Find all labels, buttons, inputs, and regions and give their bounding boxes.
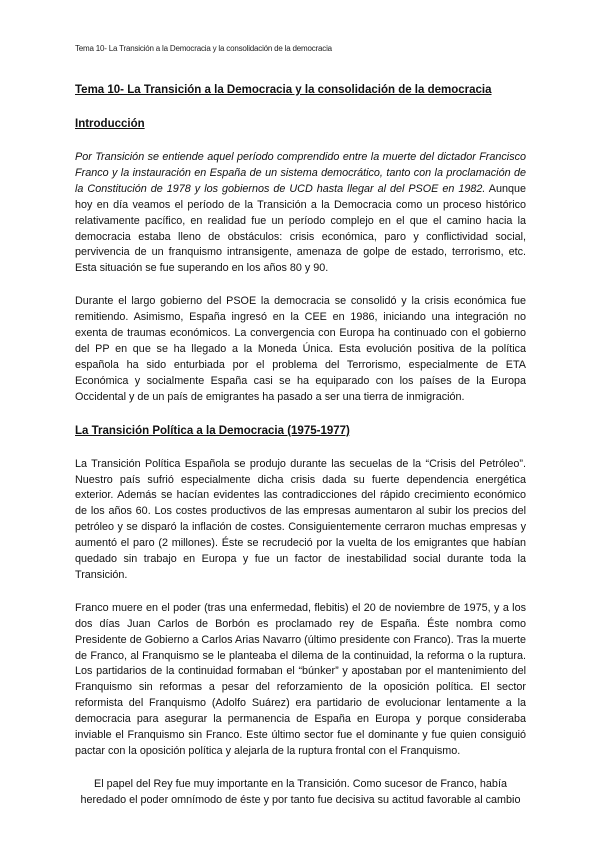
running-header: Tema 10- La Transición a la Democracia y la consolidación de la democracia	[75, 44, 332, 53]
intro-paragraph-2: Durante el largo gobierno del PSOE la democracia se consolidó y la crisis económica fue remitiendo. Asimismo, España ingresó en la CEE en 1986, iniciando una integración no exenta de traumas económicos. La convergencia con Europa ha continuado con el gobierno del PP en que se ha llegado a la Moneda Única. Esta evolución positiva de la política española ha sido enturbiada por el problema del Terrorismo, especialmente de ETA Económica y socialmente España casi se ha equiparado con los países de la Europa Occidental y de un país de emigrantes ha pasado a ser una tierra de inmigración.	[75, 295, 526, 403]
intro-paragraph-1-rest: Aunque hoy en día veamos el período de la Transición a la Democracia como un proceso histórico relativamente pacífico, en realidad fue un período complejo en el que el camino hacia la democracia estaba lleno de obstáculos: crisis económica, paro y conflictividad social, pervivencia de un franquismo intransigente, amenaza de golpe de estado, terrorismo, etc. Esta situación se fue superando en los años 80 y 90.	[75, 182, 526, 275]
intro-paragraph-1	[75, 150, 526, 277]
document-body	[75, 82, 526, 809]
section-paragraph-1: La Transición Política Española se produjo durante las secuelas de la “Crisis del Petróleo”. Nuestro país sufrió especialmente dicha crisis dada su fuerte dependencia energética exterior. Además se hacían evidentes las contradicciones del rápido crecimiento económico de los años 60. Los costes productivos de las empresas aumentaron al subir los precios del petróleo y se disparó la inflación de costes. Consiguientemente cerraron muchas empresas y aumentó el paro (2 millones). Éste se recrudeció por la vuelta de los emigrantes que habían quedado sin trabajo en Europa y fue un factor de inestabilidad social durante toda la Transición.	[75, 457, 526, 581]
intro-definition-italic: Por Transición se entiende aquel período comprendido entre la muerte del dictador Francisco Franco y la instauración en España de un sistema democrático, tanto con la proclamación de la Constitución de 1978 y los gobiernos de UCD hasta llegar al del PSOE en 1982.	[75, 151, 526, 195]
intro-heading: Introducción	[75, 118, 145, 130]
section-heading-transicion: La Transición Política a la Democracia (1975-1977)	[75, 424, 350, 437]
section-paragraph-3: El papel del Rey fue muy importante en la Transición. Como sucesor de Franco, había heredado el poder omnímodo de éste y por tanto fue decisiva su actitud favorable al cambio	[80, 777, 521, 806]
section-paragraph-2: Franco muere en el poder (tras una enfermedad, flebitis) el 20 de noviembre de 1975, y a los dos días Juan Carlos de Borbón es proclamado rey de España. Éste nombra como Presidente de Gobierno a Carlos Arias Navarro (último presidente con Franco). Tras la muerte de Franco, al Franquismo se le planteaba el dilema de la continuidad, la reforma o la ruptura. Los partidarios de la continuidad formaban el “búnker” y apostaban por el mantenimiento del Franquismo sin reformas a pesar del reforzamiento de la oposición política. El sector reformista del Franquismo (Adolfo Suárez) era partidario de evolucionar lentamente a la democracia para asegurar la permanencia de España en Europa y porque consideraba inviable el Franquismo sin Franco. Este último sector fue el dominante y fue quien consiguió pactar con la oposición política y alejarla de la ruptura frontal con el Franquismo.	[75, 601, 526, 757]
page-title: Tema 10- La Transición a la Democracia y la consolidación de la democracia	[75, 84, 492, 96]
